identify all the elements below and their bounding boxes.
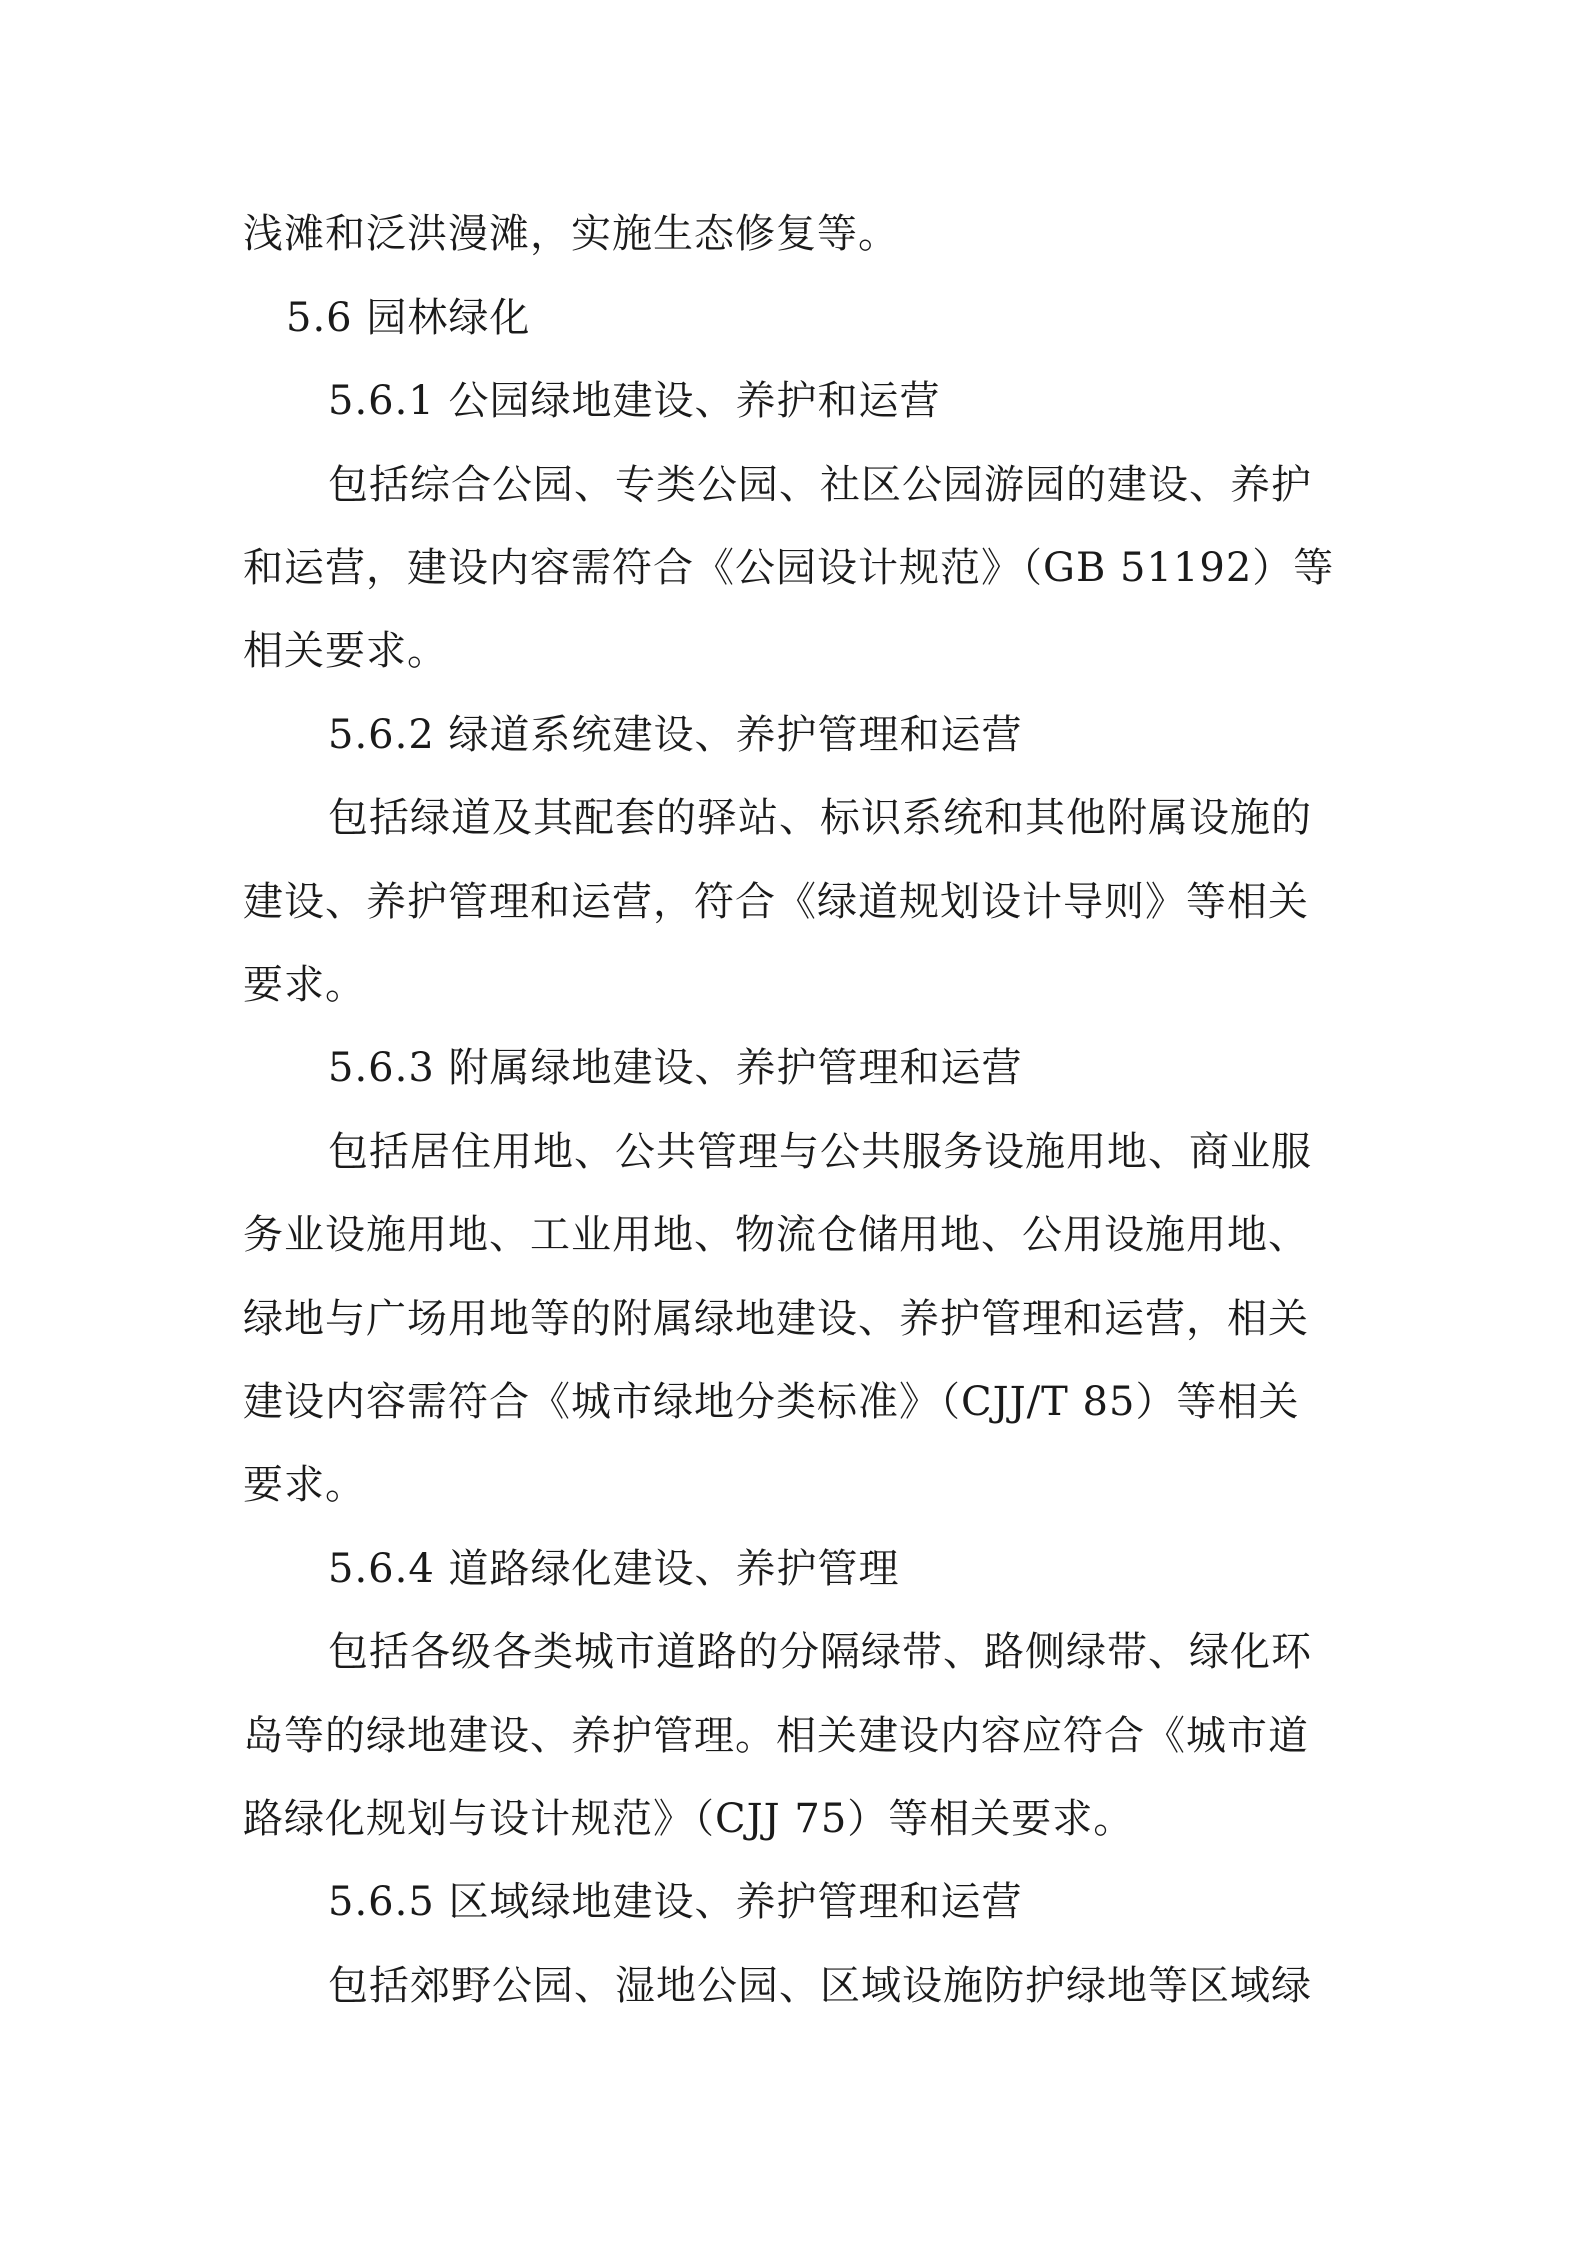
body-text-line <box>243 1289 1309 1349</box>
body-text-line <box>243 1706 1309 1766</box>
line-text: 要求。 <box>243 1462 366 1508</box>
line-text: 5.6.1 公园绿地建设、养护和运营 <box>328 378 941 424</box>
line-text: 5.6.2 绿道系统建设、养护管理和运营 <box>328 712 1023 758</box>
line-text: 建设、养护管理和运营，符合《绿道规划设计导则》等相关 <box>243 879 1309 925</box>
line-text: 务业设施用地、工业用地、物流仓储用地、公用设施用地、 <box>243 1212 1309 1258</box>
line-text: 包括郊野公园、湿地公园、区域设施防护绿地等区域绿 <box>328 1963 1312 2009</box>
line-text: 包括绿道及其配套的驿站、标识系统和其他附属设施的 <box>328 795 1312 841</box>
line-text: 包括居住用地、公共管理与公共服务设施用地、商业服 <box>328 1129 1312 1175</box>
body-text-line <box>243 872 1309 932</box>
line-text: 5.6 园林绿化 <box>286 295 531 341</box>
body-text-line <box>328 1122 1312 1182</box>
body-text-line <box>243 621 448 681</box>
line-text: 绿地与广场用地等的附属绿地建设、养护管理和运营，相关 <box>243 1296 1309 1342</box>
section-heading <box>286 288 530 348</box>
line-text: 包括各级各类城市道路的分隔绿带、路侧绿带、绿化环 <box>328 1629 1312 1675</box>
line-text: 5.6.4 道路绿化建设、养护管理 <box>328 1546 900 1592</box>
body-text-line <box>328 788 1312 848</box>
subsection-heading <box>328 1872 1023 1932</box>
body-text-line <box>243 1205 1309 1265</box>
body-text-line <box>243 204 899 264</box>
line-text: 建设内容需符合《城市绿地分类标准》（CJJ/T 85）等相关 <box>243 1379 1300 1425</box>
body-text-line <box>328 455 1312 515</box>
body-text-line <box>243 538 1334 598</box>
line-text: 和运营，建设内容需符合《公园设计规范》（GB 51192）等 <box>243 545 1335 591</box>
body-text-line <box>243 1789 1134 1849</box>
subsection-heading <box>328 371 941 431</box>
body-text-line <box>328 1622 1312 1682</box>
body-text-line <box>243 955 366 1015</box>
line-text: 要求。 <box>243 962 366 1008</box>
subsection-heading <box>328 705 1023 765</box>
body-text-line <box>328 1956 1312 2016</box>
subsection-heading <box>328 1539 900 1599</box>
body-text-line <box>243 1372 1299 1432</box>
line-text: 5.6.3 附属绿地建设、养护管理和运营 <box>328 1045 1023 1091</box>
line-text: 包括综合公园、专类公园、社区公园游园的建设、养护 <box>328 462 1312 508</box>
line-text: 路绿化规划与设计规范》（CJJ 75）等相关要求。 <box>243 1796 1135 1842</box>
body-text-line <box>243 1455 366 1515</box>
line-text: 浅滩和泛洪漫滩，实施生态修复等。 <box>243 211 899 257</box>
line-text: 5.6.5 区域绿地建设、养护管理和运营 <box>328 1879 1023 1925</box>
line-text: 相关要求。 <box>243 628 448 674</box>
line-text: 岛等的绿地建设、养护管理。相关建设内容应符合《城市道 <box>243 1713 1309 1759</box>
subsection-heading <box>328 1038 1023 1098</box>
